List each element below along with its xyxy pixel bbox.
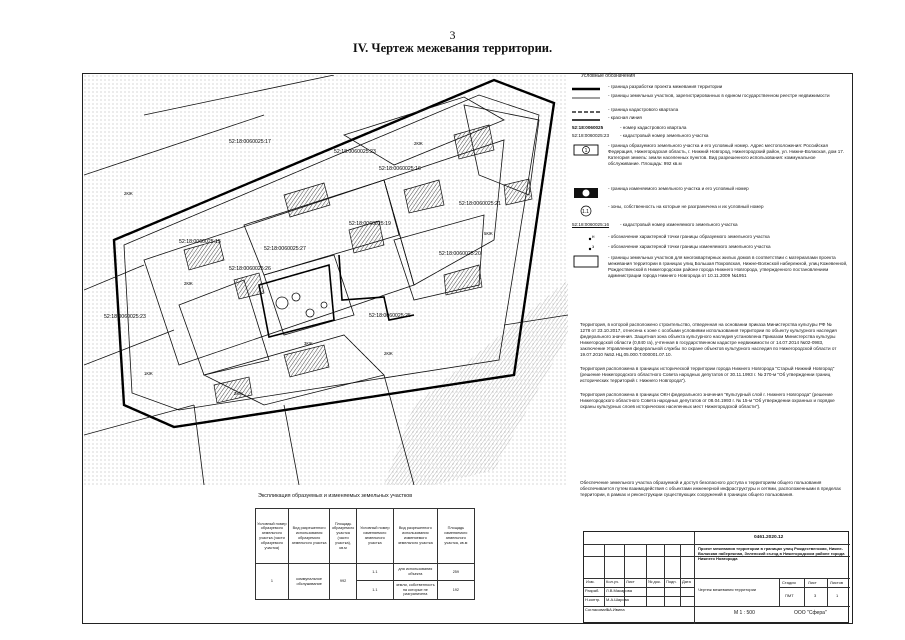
map-label-2: 52:18:0060025:16 (379, 166, 421, 172)
table-cell: 1 (256, 564, 289, 600)
apartment-parcel-symbol (572, 255, 600, 269)
access-note: Обеспечение земельного участка образуемой и доступ безопасного доступа к территориям общего пользования обеспечивается путем взаимодействия с объектами инженерной инфраструктуры и сетями, расположенными в пределах территории, в рамках и реконструкции существующих сооружений в границах общего пользования. (580, 480, 841, 497)
person-name: Т.А.Ивина (606, 607, 625, 612)
table-cell: 1.1 (356, 564, 393, 581)
project-title: Проект межевания территории в границах улиц Рождественская, Нижне-Волжская набережная, Зеленский съезд в Нижегородском районе города Нижнего Новгорода (698, 546, 845, 561)
col-label: Кол.уч. (606, 579, 620, 584)
table-caption: Экспликация образуемых и изменяемых земельных участков (258, 493, 413, 499)
registered-parcel-symbol (572, 93, 600, 103)
role-label: Н.контр. (585, 597, 601, 602)
map-label-4: 52:18:0060025:15 (179, 239, 221, 245)
table-cell: коммунальное обслуживание (288, 564, 330, 600)
formed-parcel-symbol (572, 143, 600, 157)
map-label-11: 52:18:0060025:23 (334, 149, 376, 155)
col-label: Дата (682, 579, 691, 584)
col-label: Подп. (666, 579, 677, 584)
page-number: 3 (449, 28, 456, 42)
scale: М 1 : 500 (734, 610, 755, 616)
svg-text:2КЖ: 2КЖ (234, 391, 243, 396)
formed-point-symbol (572, 234, 600, 244)
changed-point-symbol (572, 244, 600, 254)
red-line-symbol (572, 115, 600, 125)
quarter-number-sample: 52:18:0060025 (572, 125, 604, 130)
note-paragraph-2: Территория расположена в границах исторической территории города Нижнего Новгорода "Старый Нижний Новгород" (решение Нижегородского областного Совета народных депутатов от 30.11.1993 г. № 370-м "Об утверждении границ исторических территорий г. Нижнего Новгорода"). (580, 366, 835, 383)
table-header: Вид разрешенного использования образуемого земельного участка (288, 509, 330, 564)
sheet-title: Чертеж межевания территории (698, 587, 757, 592)
col-label: Лист (626, 579, 635, 584)
person-name: Л.В.Макарова (606, 588, 632, 593)
table-header-row (256, 509, 475, 564)
map-label-5: 52:18:0060025:27 (264, 246, 306, 252)
table-cell: для использования объекта (393, 564, 437, 581)
table-cell: 992 (330, 564, 356, 600)
col-label: Изм. (586, 579, 595, 584)
role-label: Разраб. (585, 588, 600, 593)
sheet-value: 3 (814, 593, 817, 598)
role-label: Согласовано (585, 607, 610, 612)
table-header: Вид разрешенного использования изменяемого земельного участка (393, 509, 437, 564)
table-header: Площадь изменяемого земельного участка, кв.м (437, 509, 474, 564)
map-label-9: 52:18:0060025:23 (104, 314, 146, 320)
svg-text:5КЖ: 5КЖ (484, 231, 493, 236)
explication-table (255, 508, 475, 600)
sheets-value: 1 (836, 593, 839, 598)
col-label: № док. (648, 579, 661, 584)
sheet-label: Лист (808, 580, 817, 585)
title-block (583, 531, 849, 623)
table-cell: 259 (437, 564, 474, 581)
stage-label: Стадия (782, 580, 796, 585)
table-cell: земли, собственность на которые не разграничена (393, 581, 437, 600)
page-heading: IV. Чертеж межевания территории. (352, 41, 553, 55)
svg-text:2КЖ: 2КЖ (414, 141, 423, 146)
company: ООО "Сфера" (794, 610, 827, 616)
map-label-8: 52:18:0060025:20 (439, 251, 481, 257)
notes-block (580, 322, 842, 418)
sheets-label: Листов (830, 580, 843, 585)
svg-text:2КЖ: 2КЖ (384, 351, 393, 356)
changed-parcel-symbol (572, 186, 600, 200)
table-header: Условный номер изменяемого земельного участка (356, 509, 393, 564)
project-code: 0461.2020.12 (754, 535, 784, 540)
legend-title: Условные обозначения (581, 73, 636, 79)
table-cell: 192 (437, 581, 474, 600)
svg-text:3КЖ: 3КЖ (304, 341, 313, 346)
table-header: Условный номер образуемого земельного участка (части образуемого участка) (256, 509, 289, 564)
map-label-6: 52:18:0060025:19 (349, 221, 391, 227)
person-name: М.А.Шарова (606, 597, 629, 602)
table-cell: 1.1 (356, 581, 393, 600)
changed-number-sample: 52:18:0060025:16 (572, 222, 610, 227)
svg-text:1: 1 (584, 148, 588, 154)
svg-text:2КЖ: 2КЖ (124, 191, 133, 196)
note-paragraph-3: Территория расположена в границах ОКН федерального значения "Культурный слой г. Нижнего Новгорода" (решение Нижегородского областного Совета народных депутатов от 08.04.1993 г. № 15-м "Об утверждении охранных и порядке охраны культурных слоев исторических населенных мест Нижегородской области"). (580, 392, 835, 409)
map-label-10: 52:18:0060025:25 (369, 313, 411, 319)
map-label-1: 52:18:0060025:17 (229, 139, 271, 145)
map-label-7: 52:18:0060025:26 (229, 266, 271, 272)
svg-text:з: з (592, 244, 595, 249)
svg-text:2КЖ: 2КЖ (184, 281, 193, 286)
map-label-3: 52:18:0060025:21 (459, 201, 501, 207)
unassigned-zone-symbol (572, 204, 600, 218)
table-header: Площадь образуемого участка (части участка), кв.м (330, 509, 356, 564)
svg-text:1КЖ: 1КЖ (144, 371, 153, 376)
svg-text:н: н (592, 234, 595, 239)
cadastral-map (84, 75, 568, 485)
parcel-number-sample: 52:18:0060025:23 (572, 133, 610, 138)
table-row (256, 564, 475, 581)
svg-text:1.1: 1.1 (582, 209, 589, 215)
stage-value: ПМТ (785, 593, 794, 598)
note-paragraph-1: Территория, в которой расположено строительство, отведенная на основании приказа Министерства культуры РФ № 1278 от 23.10.2017, отнесена к зоне с особыми условиями использования территории по объекту культурного наследия федерального значения. Защитная зона объекта культурного наследия установлена Приказом Министерства культуры Нижегородской области (0,840 га), учтенная в государственном кадастре недвижимости от 14.07.2014 №02-0983, заключение Управления федеральной службы по охране объектов культурного наследия по Нижегородской области от 19.07.2010 №52.НЦ.05.000.Т.000001.07.10. (580, 322, 837, 357)
